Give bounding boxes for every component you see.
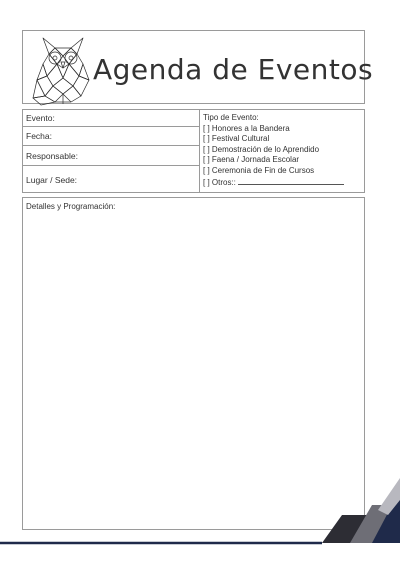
field-evento[interactable]: [23, 110, 199, 127]
event-type-option[interactable]: [ ] Faena / Jornada Escolar: [203, 155, 300, 165]
event-type-option[interactable]: [ ] Ceremonia de Fin de Cursos: [203, 165, 315, 175]
event-type-option[interactable]: [ ] Festival Cultural: [203, 134, 270, 144]
event-info-table: [22, 109, 365, 193]
field-label: Responsable:: [26, 150, 78, 161]
field-label: Fecha:: [26, 131, 52, 141]
event-type-option-otros[interactable]: [203, 177, 344, 189]
details-label: Detalles y Programación:: [26, 202, 116, 211]
details-box[interactable]: [22, 197, 365, 530]
page-title: Agenda de Eventos: [93, 53, 374, 86]
owl-geometric-icon: [31, 34, 97, 106]
otros-blank-line[interactable]: [238, 177, 344, 185]
event-type-option[interactable]: [ ] Honores a la Bandera: [203, 123, 290, 133]
header-box: [22, 30, 374, 104]
event-type-title: Tipo de Evento:: [203, 113, 259, 122]
event-type-list: [203, 113, 344, 188]
field-label: Evento:: [26, 113, 55, 123]
event-type-option[interactable]: [ ] Demostración de lo Aprendido: [203, 144, 320, 154]
field-lugar-sede[interactable]: [23, 166, 199, 193]
field-fecha[interactable]: [23, 127, 199, 146]
table-divider: [199, 110, 200, 192]
field-responsable[interactable]: [23, 146, 199, 166]
field-label: Lugar / Sede:: [26, 174, 78, 185]
otros-label: [ ] Otros::: [203, 177, 236, 187]
